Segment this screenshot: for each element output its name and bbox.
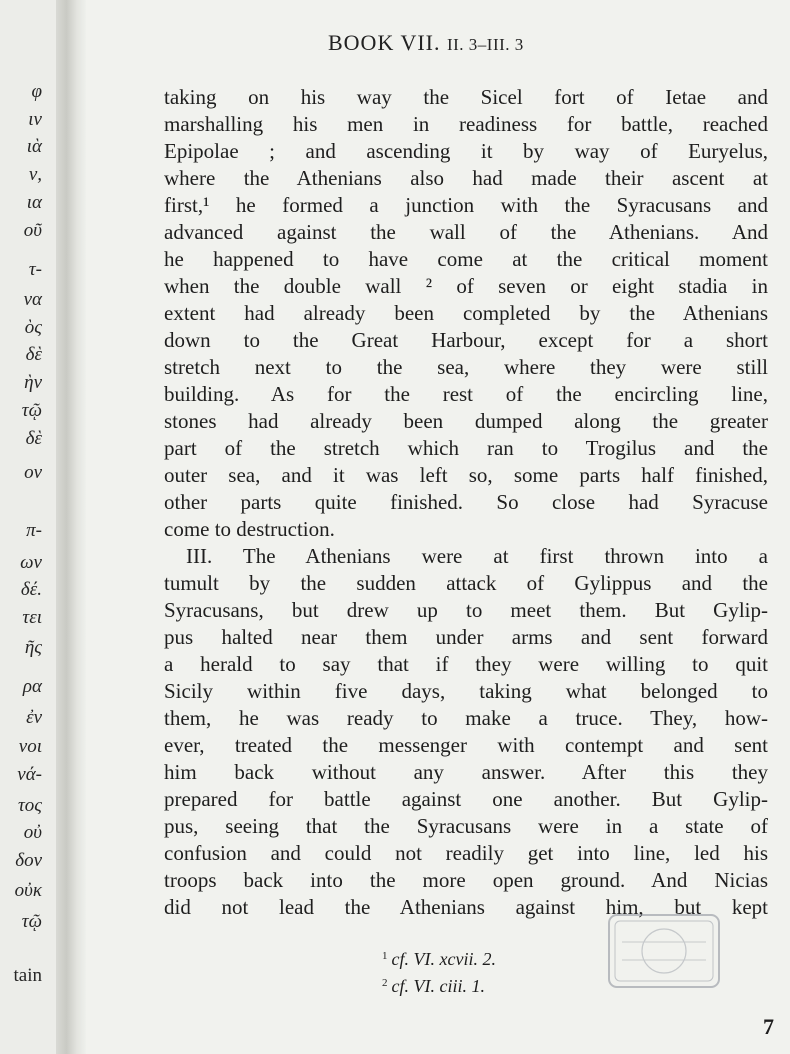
facing-page-line: π- (26, 520, 42, 541)
facing-page-line: φ (31, 81, 42, 102)
facing-page-line: ν, (28, 164, 42, 185)
text-line: Epipolae ; and ascending it by way of Euryelus, (164, 139, 768, 163)
facing-page-line: οὐκ (14, 880, 42, 901)
facing-page-line: ια (26, 192, 42, 213)
facing-page-line: τει (22, 607, 42, 628)
text-line: stones had already been dumped along the greater (164, 409, 768, 433)
footnote (382, 971, 496, 998)
facing-page-line: ὸς (24, 317, 42, 338)
text-line: prepared for battle against one another. But Gylip- (164, 787, 768, 811)
text-line: he happened to have come at the critical moment (164, 247, 768, 271)
footnote-mark: 1 (382, 950, 388, 962)
text-line: where the Athenians also had made their ascent at (164, 166, 768, 190)
text-line: pus, seeing that the Syracusans were in a state of (164, 814, 768, 838)
main-text (164, 84, 768, 921)
facing-page-line: ρα (22, 676, 42, 697)
facing-page-line: δὲ (25, 428, 42, 449)
text-line: troops back into the more open ground. And Nicias (164, 868, 768, 892)
facing-page-line: ἐν (26, 707, 42, 728)
facing-page-line: τ- (28, 259, 42, 280)
text-line: other parts quite finished. So close had Syracuse (164, 490, 768, 514)
facing-page-line: ον (24, 462, 42, 483)
footnote (382, 944, 496, 971)
facing-page-line: οῦ (23, 220, 42, 241)
text-line: did not lead the Athenians against him, but kept (164, 895, 768, 919)
text-line: outer sea, and it was left so, some parts half finished, (164, 463, 768, 487)
running-header (328, 30, 524, 56)
facing-page-line: νά- (17, 764, 42, 785)
facing-page-line: ων (20, 552, 42, 573)
section-reference: II. 3–III. 3 (446, 35, 524, 54)
text-line: tumult by the sudden attack of Gylippus and the (164, 571, 768, 595)
text-line: advanced against the wall of the Athenians. And (164, 220, 768, 244)
text-line: Sicily within five days, taking what belonged to (164, 679, 768, 703)
footnote-text: cf. VI. xcvii. 2. (391, 949, 496, 969)
text-line: when the double wall ² of seven or eight stadia in (164, 274, 768, 298)
facing-page-line: ῆς (24, 637, 42, 658)
page-number: 7 (763, 1014, 774, 1039)
book-gutter (56, 0, 86, 1054)
text-line: marshalling his men in readiness for battle, reached (164, 112, 768, 136)
text-line: come to destruction. (164, 517, 335, 541)
facing-page-line: tain (13, 965, 42, 986)
text-line: pus halted near them under arms and sent forward (164, 625, 768, 649)
text-line: extent had already been completed by the Athenians (164, 301, 768, 325)
text-line: them, he was ready to make a truce. They, how- (164, 706, 768, 730)
text-line: a herald to say that if they were willing to quit (164, 652, 768, 676)
facing-page-line: τῷ (21, 400, 42, 421)
text-line: Syracusans, but drew up to meet them. But Gylip- (164, 598, 768, 622)
text-line: ever, treated the messenger with contempt and sent (164, 733, 768, 757)
text-line: taking on his way the Sicel fort of Ietae and (164, 85, 768, 109)
facing-page-line: να (23, 289, 42, 310)
footnote-text: cf. VI. ciii. 1. (391, 976, 485, 996)
facing-page-line: δέ. (20, 579, 42, 600)
facing-page-line: ὴν (24, 372, 42, 393)
facing-page-line: δον (15, 850, 42, 871)
text-line: III. The Athenians were at first thrown into a (186, 544, 768, 568)
text-line: building. As for the rest of the encircling line, (164, 382, 768, 406)
facing-page-line: οὐ (23, 822, 42, 843)
text-line: confusion and could not readily get into line, led his (164, 841, 768, 865)
facing-page-edge (0, 0, 56, 1054)
text-line: part of the stretch which ran to Trogilus and the (164, 436, 768, 460)
text-line: him back without any answer. After this they (164, 760, 768, 784)
footnote-mark: 2 (382, 977, 388, 989)
text-line: down to the Great Harbour, except for a short (164, 328, 768, 352)
book-title: BOOK VII. (328, 30, 441, 55)
watermark-stamp-icon (606, 912, 722, 990)
facing-page-line: τῷ (21, 911, 42, 932)
facing-page-line: ιν (28, 109, 42, 130)
facing-page-line: ιὰ (26, 136, 42, 157)
text-line: stretch next to the sea, where they were still (164, 355, 768, 379)
facing-page-line: τος (17, 795, 42, 816)
footnotes (382, 944, 496, 998)
facing-page-line: δὲ (25, 344, 42, 365)
facing-page-line: νοι (18, 736, 42, 757)
text-line: first,¹ he formed a junction with the Syracusans and (164, 193, 768, 217)
